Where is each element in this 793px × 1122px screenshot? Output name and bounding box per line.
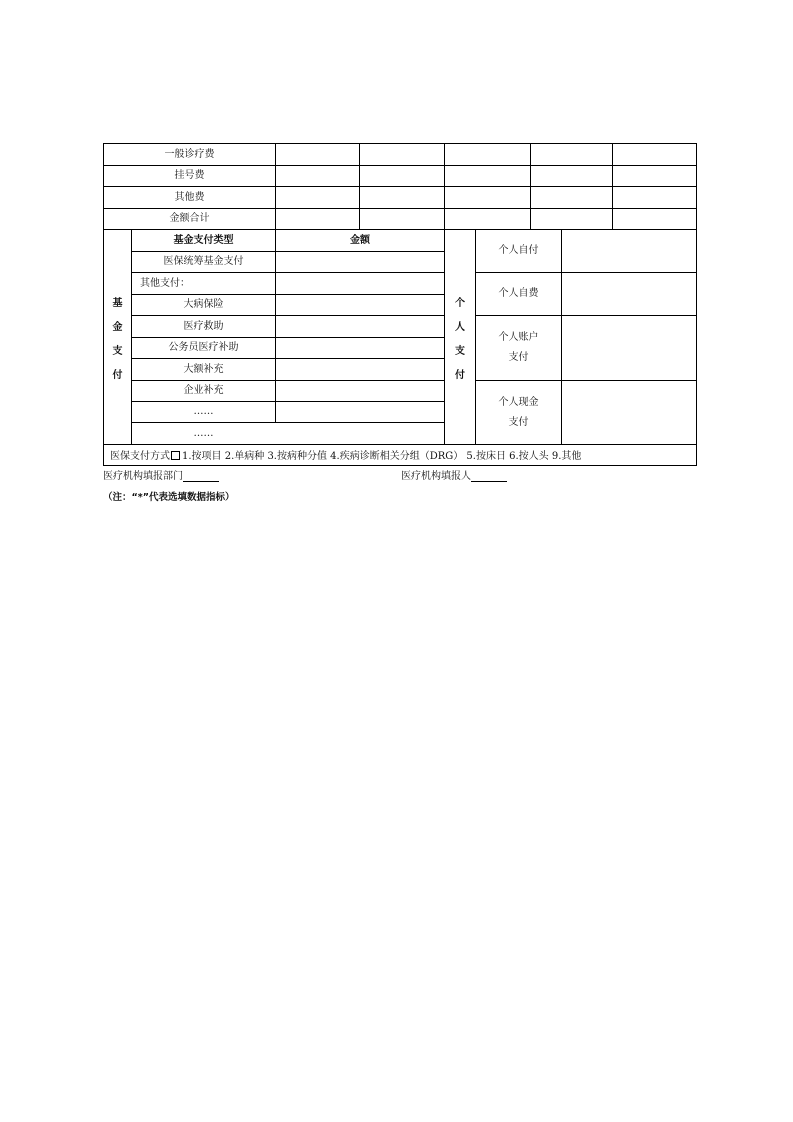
fund-row-ellipsis-1: …… <box>193 406 214 417</box>
row-label-registration-fee: 挂号费 <box>174 170 205 181</box>
fund-row-other-payment: 其他支付： <box>140 277 190 289</box>
personal-row-cash-payment: 个人现金 支付 <box>498 396 539 428</box>
row-label-total-amount: 金额合计 <box>169 213 210 224</box>
reporting-department-label: 医疗机构填报部门 <box>103 471 183 482</box>
fund-row-serious-illness-insurance: 大病保险 <box>183 299 224 310</box>
fund-row-civil-servant-subsidy: 公务员医疗补助 <box>168 342 239 353</box>
row-label-general-fee: 一般诊疗费 <box>164 148 215 160</box>
personal-row-self-expense: 个人自费 <box>498 288 539 299</box>
personal-payment-side-label: 个 人 支 付 <box>455 297 465 381</box>
fund-row-medical-assistance: 医疗救助 <box>183 320 224 332</box>
payment-method-label: 医保支付方式 <box>110 451 170 462</box>
payment-method-options: 1.按项目 2.单病种 3.按病种分值 4.疾病诊断相关分组（DRG） 5.按床日 6.按人头 9.其他 <box>182 451 582 462</box>
reporting-person-label: 医疗机构填报人 <box>401 471 471 482</box>
reporting-department <box>103 472 219 482</box>
personal-row-account-payment: 个人账户 支付 <box>498 332 539 363</box>
reporting-department-field[interactable] <box>183 472 219 482</box>
payment-method-row <box>110 451 581 462</box>
reporting-person-field[interactable] <box>471 472 507 482</box>
optional-indicator-note: （注：“*”代表选填数据指标） <box>103 492 235 503</box>
payment-method-checkbox[interactable] <box>171 451 180 460</box>
fund-row-pooled-fund: 医保统筹基金支付 <box>163 256 244 267</box>
fund-type-header: 基金支付类型 <box>173 234 234 246</box>
fund-row-enterprise-supplement: 企业补充 <box>183 385 224 396</box>
fund-amount-header: 金额 <box>350 234 370 246</box>
row-label-other-fee: 其他费 <box>174 191 205 203</box>
fund-row-large-supplement: 大额补充 <box>183 363 224 375</box>
personal-row-self-pay: 个人自付 <box>498 245 539 256</box>
fund-payment-side-label: 基 金 支 付 <box>112 297 123 381</box>
fund-row-ellipsis-2: …… <box>193 427 214 439</box>
reporting-person <box>401 472 507 482</box>
